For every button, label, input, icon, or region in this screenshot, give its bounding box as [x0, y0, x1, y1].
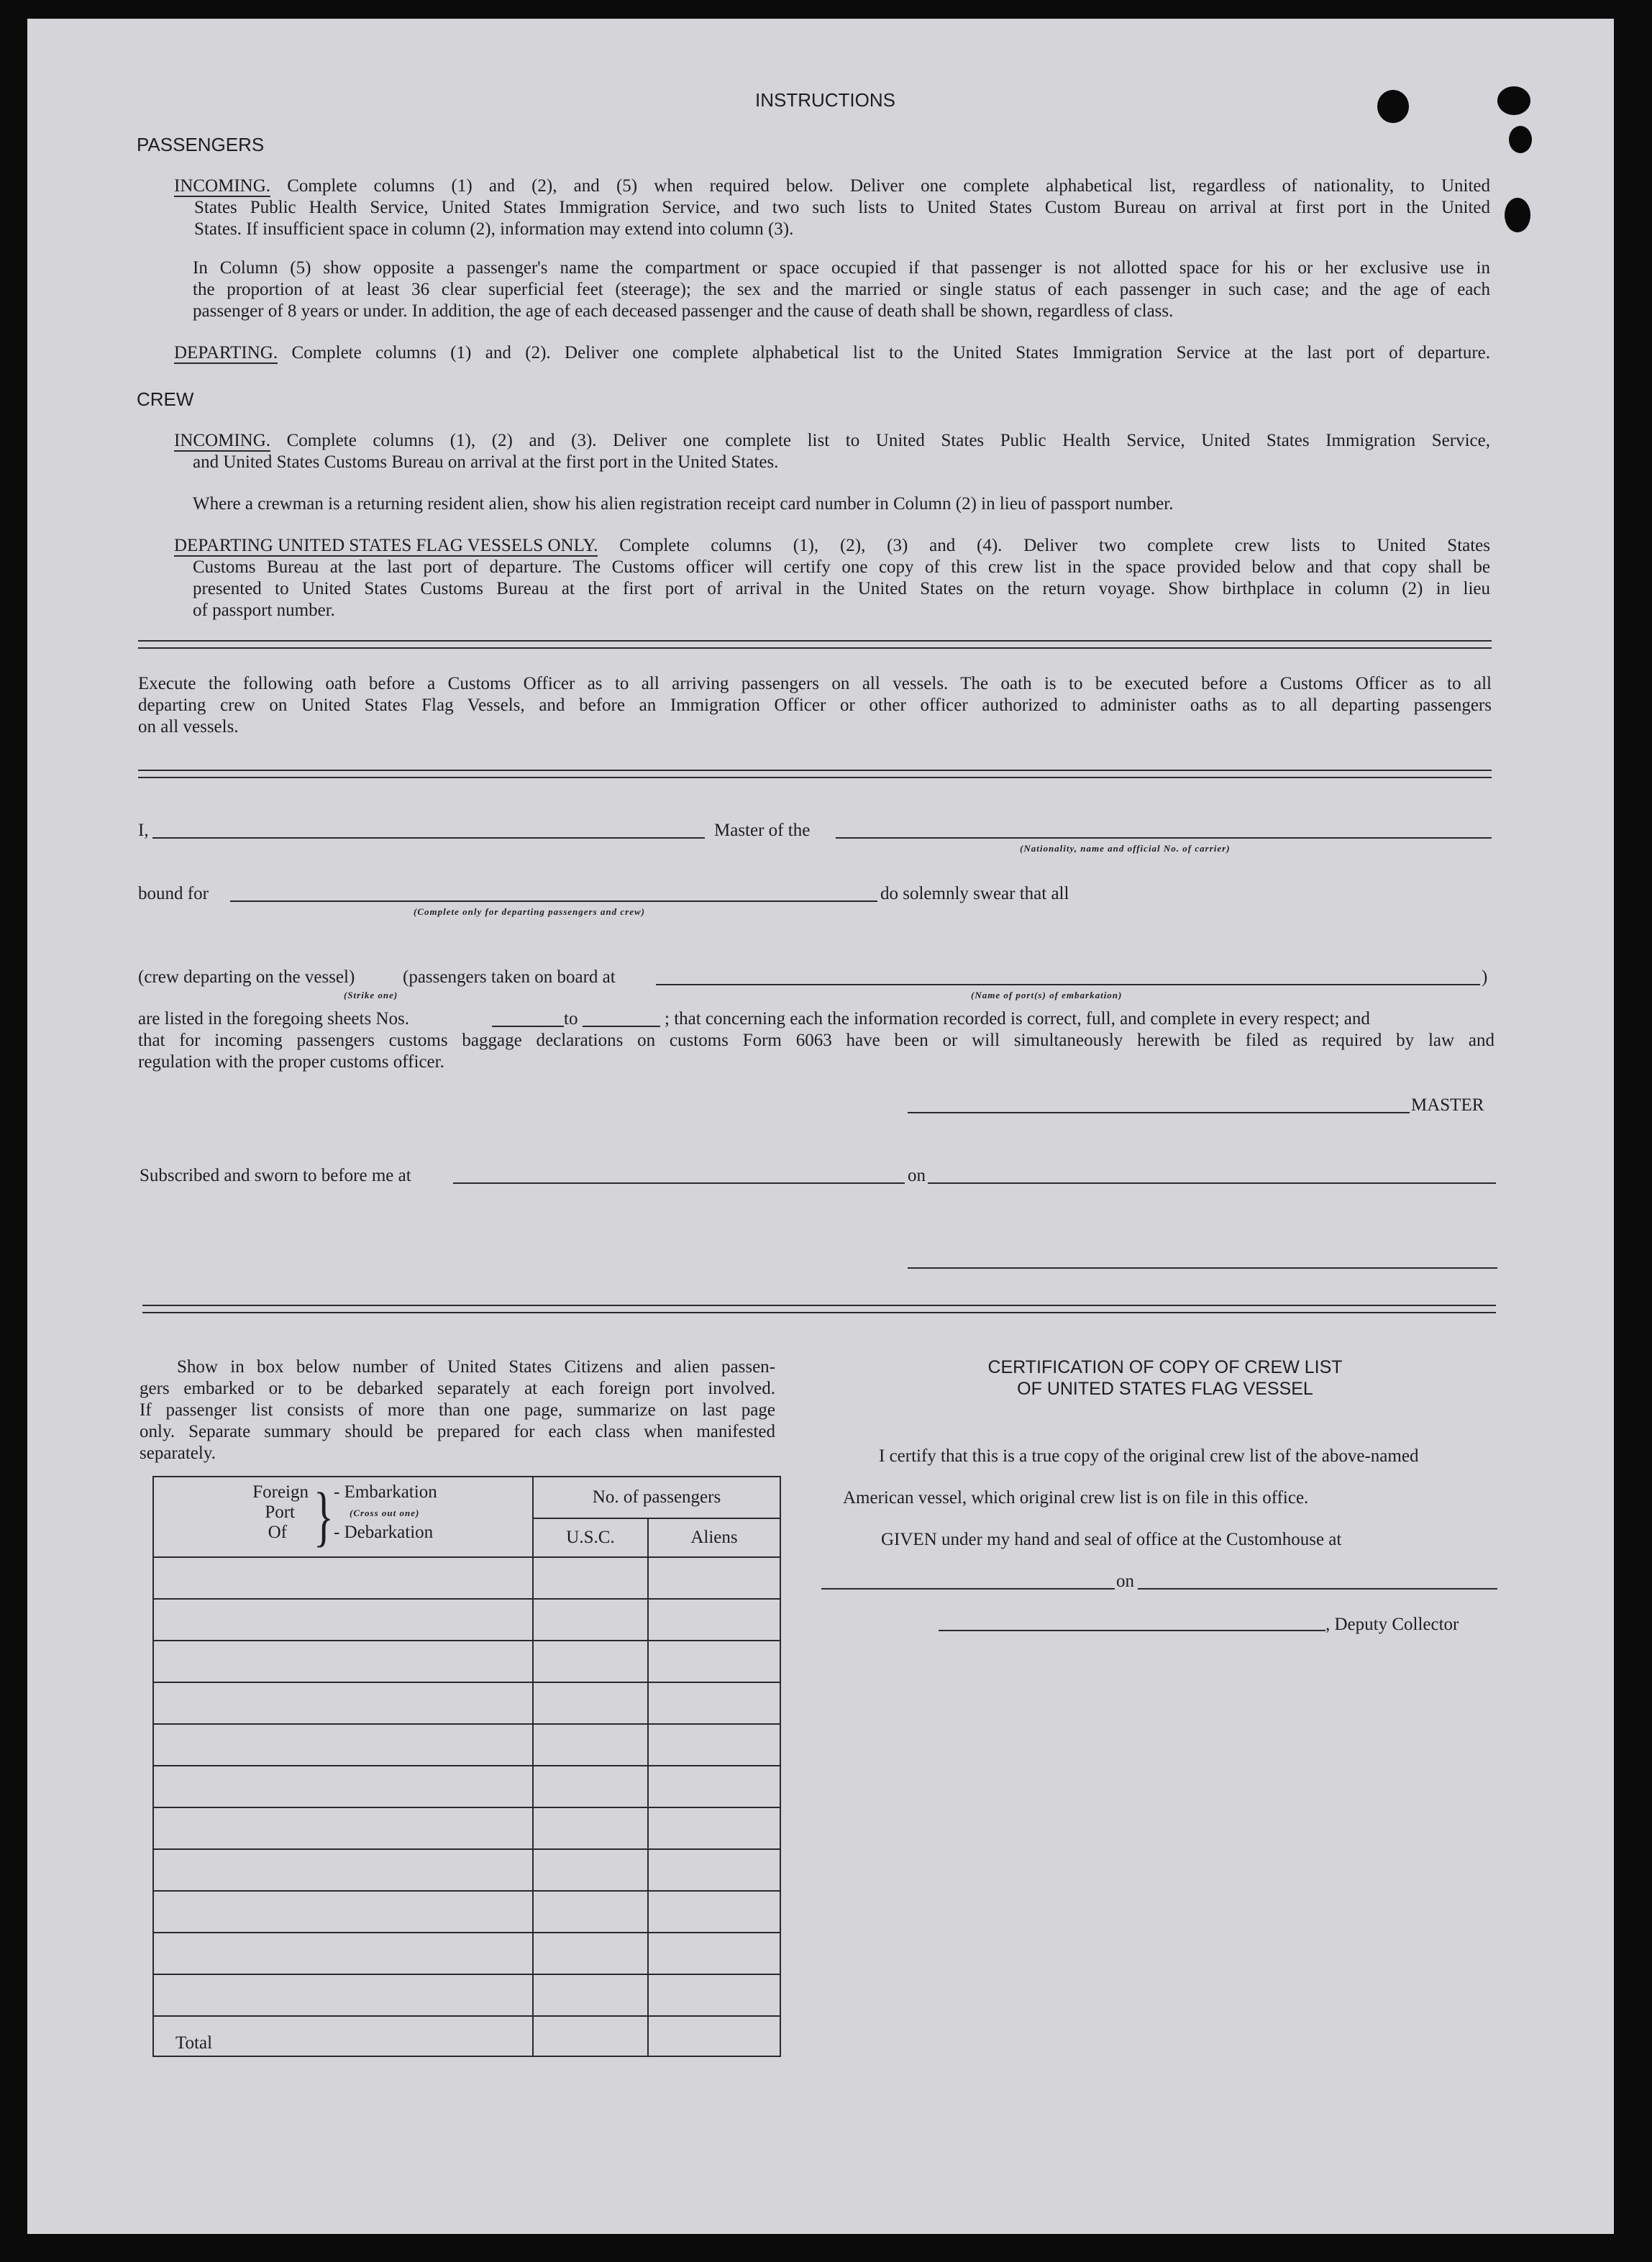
table-row: [153, 1557, 780, 1599]
table-row: [153, 1724, 780, 1766]
oath-crew-departing: (crew departing on the vessel): [138, 967, 355, 987]
passengers-incoming-line1: [174, 175, 1490, 197]
oath-bound-for: bound for: [138, 884, 209, 903]
table-row: [153, 1891, 780, 1933]
port-cell[interactable]: [153, 1599, 533, 1641]
ports-hint: (Name of port(s) of embarkation): [971, 990, 1123, 1000]
carrier-line[interactable]: [836, 837, 1492, 839]
debarkation-label: - Debarkation: [334, 1523, 434, 1542]
port-cell[interactable]: [153, 1891, 533, 1933]
deputy-signature-line[interactable]: [939, 1630, 1325, 1631]
column5-line2: the proportion of at least 36 clear superficial feet (steerage); the sex and the married or single status of each passenger in such case; and the age of each: [193, 280, 1490, 299]
no-of-passengers-header: No. of passengers: [533, 1477, 780, 1518]
ink-blot: [1377, 90, 1409, 123]
port-cell[interactable]: [153, 1641, 533, 1682]
usc-cell[interactable]: [533, 1557, 648, 1599]
passengers-incoming-line2: States Public Health Service, United States Immigration Service, and two such lists to United States Custom Bureau on arrival at first port in the United: [194, 198, 1490, 217]
table-row: [153, 1599, 780, 1641]
oath-do-solemnly: do solemnly swear that all: [880, 884, 1069, 903]
table-row: [153, 1641, 780, 1682]
ink-blot: [1497, 86, 1530, 115]
passengers-incoming-block: [174, 175, 1490, 240]
embarkation-label: - Embarkation: [334, 1482, 437, 1502]
usc-cell[interactable]: [533, 1599, 648, 1641]
aliens-header: Aliens: [648, 1518, 780, 1557]
aliens-cell[interactable]: [648, 1807, 780, 1849]
oath-intro: [138, 673, 1492, 738]
oath-intro-line2: departing crew on United States Flag Vessels, and before an Immigration Officer or other officer authorized to administer oaths as to all departing passengers: [138, 696, 1492, 715]
strike-one-hint: (Strike one): [344, 990, 398, 1000]
certification-title-line2: OF UNITED STATES FLAG VESSEL: [1017, 1379, 1313, 1399]
usc-total-cell[interactable]: [533, 2016, 648, 2056]
usc-cell[interactable]: [533, 1641, 648, 1682]
crew-departing-line2: Customs Bureau at the last port of departure. The Customs officer will certify one copy of this crew list in the space provided below and that copy shall be: [193, 557, 1490, 577]
cross-out-hint: (Cross out one): [350, 1508, 420, 1518]
aliens-cell[interactable]: [648, 1974, 780, 2016]
section-divider: [142, 1305, 1496, 1313]
oath-i-label: I,: [138, 821, 149, 840]
crew-incoming-block: [174, 430, 1490, 473]
oath-listed-to: to: [564, 1009, 578, 1029]
column5-block: [193, 257, 1490, 322]
bound-hint: (Complete only for departing passengers and crew): [414, 906, 645, 917]
ink-blot: [1509, 126, 1532, 153]
usc-cell[interactable]: [533, 1891, 648, 1933]
given-line: GIVEN under my hand and seal of office at the Customhouse at: [881, 1530, 1342, 1549]
oath-intro-line3: on all vessels.: [138, 717, 239, 736]
officer-signature-line[interactable]: [908, 1267, 1497, 1269]
instructions-title: INSTRUCTIONS: [755, 89, 895, 111]
passengers-heading: PASSENGERS: [137, 134, 265, 155]
certification-title: [849, 1356, 1482, 1400]
oath-listed-post: ; that concerning each the information recorded is correct, full, and complete in every respect; and: [665, 1009, 1370, 1029]
table-row: [153, 1974, 780, 2016]
passengers-incoming-line3: States. If insufficient space in column (2), information may extend into column (3).: [194, 219, 794, 239]
summary-intro-line2: gers embarked or to be debarked separately at each foreign port involved.: [140, 1379, 775, 1398]
master-signature-line[interactable]: [908, 1112, 1410, 1113]
customhouse-line[interactable]: [821, 1588, 1115, 1590]
table-row: [153, 1807, 780, 1849]
passengers-departing-text: Complete columns (1) and (2). Deliver one complete alphabetical list to the United States Immigration Service at the last port of departure.: [291, 343, 1490, 362]
usc-cell[interactable]: [533, 1807, 648, 1849]
crew-heading: CREW: [137, 388, 194, 410]
column5-line3: passenger of 8 years or under. In addition, the age of each deceased passenger and the cause of death shall be shown, regardless of class.: [193, 301, 1174, 321]
nationality-hint: (Nationality, name and official No. of carrier): [1020, 843, 1231, 854]
table-row: [153, 1933, 780, 1974]
sheet-to-line[interactable]: [583, 1026, 660, 1027]
port-header-cell: [153, 1477, 533, 1557]
oath-line3: regulation with the proper customs officer.: [138, 1052, 444, 1072]
cert-on-label: on: [1116, 1572, 1134, 1591]
passenger-summary-table: [152, 1476, 781, 2057]
subscribed-label: Subscribed and sworn to before me at: [140, 1166, 411, 1185]
brace-symbol: }: [314, 1478, 334, 1554]
crew-incoming-line1: [174, 430, 1490, 452]
passengers-departing: [174, 342, 1490, 364]
master-name-line[interactable]: [152, 837, 705, 839]
certification-title-line1: CERTIFICATION OF COPY OF CREW LIST: [987, 1357, 1343, 1377]
passengers-incoming-label: INCOMING.: [174, 176, 271, 196]
crew-incoming-line2: and United States Customs Bureau on arrival at the first port in the United States.: [193, 452, 779, 472]
aliens-cell[interactable]: [648, 1766, 780, 1807]
oath-intro-line1: Execute the following oath before a Customs Officer as to all arriving passengers on all vessels. The oath is to be executed before a Customs Officer as to all: [138, 674, 1492, 693]
bound-for-line[interactable]: [230, 900, 877, 902]
usc-cell[interactable]: [533, 1849, 648, 1891]
sworn-date-line[interactable]: [928, 1182, 1496, 1184]
port-cell[interactable]: [153, 1974, 533, 2016]
summary-intro-line3: If passenger list consists of more than one page, summarize on last page: [140, 1400, 775, 1420]
aliens-cell[interactable]: [648, 1557, 780, 1599]
oath-line2: that for incoming passengers customs baggage declarations on customs Form 6063 have been or will simultaneously herewith be filed as required by law and: [138, 1031, 1494, 1050]
column5-line1: In Column (5) show opposite a passenger's name the compartment or space occupied if that passenger is not allotted space for his or her exclusive use in: [193, 258, 1490, 278]
aliens-total-cell[interactable]: [648, 2016, 780, 2056]
total-row: [153, 2016, 780, 2056]
aliens-cell[interactable]: [648, 1849, 780, 1891]
port-cell[interactable]: [153, 1807, 533, 1849]
col-foreign: Foreign: [252, 1482, 309, 1502]
sheet-from-line[interactable]: [492, 1026, 564, 1027]
oath-passengers-taken: (passengers taken on board at: [403, 967, 616, 987]
aliens-cell[interactable]: [648, 1599, 780, 1641]
oath-listed-pre: are listed in the foregoing sheets Nos.: [138, 1009, 409, 1029]
summary-intro-line1: Show in box below number of United States Citizens and alien passen-: [177, 1357, 775, 1377]
aliens-cell[interactable]: [648, 1641, 780, 1682]
ink-blot: [1505, 198, 1530, 232]
port-cell[interactable]: [153, 1849, 533, 1891]
aliens-cell[interactable]: [648, 1933, 780, 1974]
usc-cell[interactable]: [533, 1724, 648, 1766]
crew-departing-line4: of passport number.: [193, 601, 335, 620]
crew-incoming-text: Complete columns (1), (2) and (3). Deliver one complete list to United States Public Health Service, United States Immigration Service,: [286, 431, 1490, 450]
port-cell[interactable]: [153, 1682, 533, 1724]
col-of: Of: [268, 1523, 287, 1542]
crew-alien-note: Where a crewman is a returning resident alien, show his alien registration receipt card number in Column (2) in lieu of passport number.: [193, 494, 1174, 514]
table-row: [153, 1766, 780, 1807]
col-port: Port: [265, 1502, 295, 1522]
port-cell[interactable]: [153, 1933, 533, 1974]
aliens-cell[interactable]: [648, 1891, 780, 1933]
crew-departing-text: Complete columns (1), (2), (3) and (4). Deliver two complete crew lists to United States: [619, 536, 1491, 555]
crew-departing-line3: presented to United States Customs Bureau at the first port of arrival in the United States on the return voyage. Show birthplace in column (2) in lieu: [193, 579, 1490, 598]
usc-cell[interactable]: [533, 1682, 648, 1724]
passengers-departing-label: DEPARTING.: [174, 343, 278, 362]
crew-departing-label: DEPARTING UNITED STATES FLAG VESSELS ONLY.: [174, 536, 598, 555]
section-divider: [138, 640, 1492, 649]
sworn-place-line[interactable]: [453, 1182, 905, 1184]
usc-cell[interactable]: [533, 1933, 648, 1974]
crew-departing-line1: [174, 535, 1490, 557]
certify-line1: I certify that this is a true copy of the original crew list of the above-named: [879, 1446, 1419, 1466]
port-cell[interactable]: [153, 1766, 533, 1807]
usc-cell[interactable]: [533, 1974, 648, 2016]
deputy-collector-label: , Deputy Collector: [1325, 1615, 1459, 1634]
crew-departing-block: [174, 535, 1490, 621]
summary-intro-line5: separately.: [140, 1444, 216, 1463]
certify-line2: American vessel, which original crew list is on file in this office.: [843, 1488, 1309, 1508]
aliens-cell[interactable]: [648, 1724, 780, 1766]
cert-date-line[interactable]: [1138, 1588, 1497, 1590]
table-row: [153, 1682, 780, 1724]
usc-header: U.S.C.: [533, 1518, 648, 1557]
summary-intro-line4: only. Separate summary should be prepared for each class when manifested: [140, 1422, 775, 1441]
total-label: Total: [153, 2016, 533, 2056]
port-cell[interactable]: [153, 1557, 533, 1599]
aliens-cell[interactable]: [648, 1682, 780, 1724]
summary-intro: [140, 1356, 775, 1464]
master-label: MASTER: [1411, 1095, 1484, 1115]
ports-line[interactable]: [656, 984, 1480, 985]
table-row: [153, 1849, 780, 1891]
summary-header-row: [153, 1477, 780, 1518]
passengers-incoming-text: Complete columns (1) and (2), and (5) when required below. Deliver one complete alphabetical list, regardless of nationality, to United: [287, 176, 1491, 196]
usc-cell[interactable]: [533, 1766, 648, 1807]
oath-close-paren: ): [1482, 967, 1488, 987]
section-divider: [138, 770, 1492, 778]
oath-master-of-the: Master of the: [714, 821, 811, 840]
port-cell[interactable]: [153, 1724, 533, 1766]
sworn-on-label: on: [908, 1166, 926, 1185]
crew-incoming-label: INCOMING.: [174, 431, 271, 450]
